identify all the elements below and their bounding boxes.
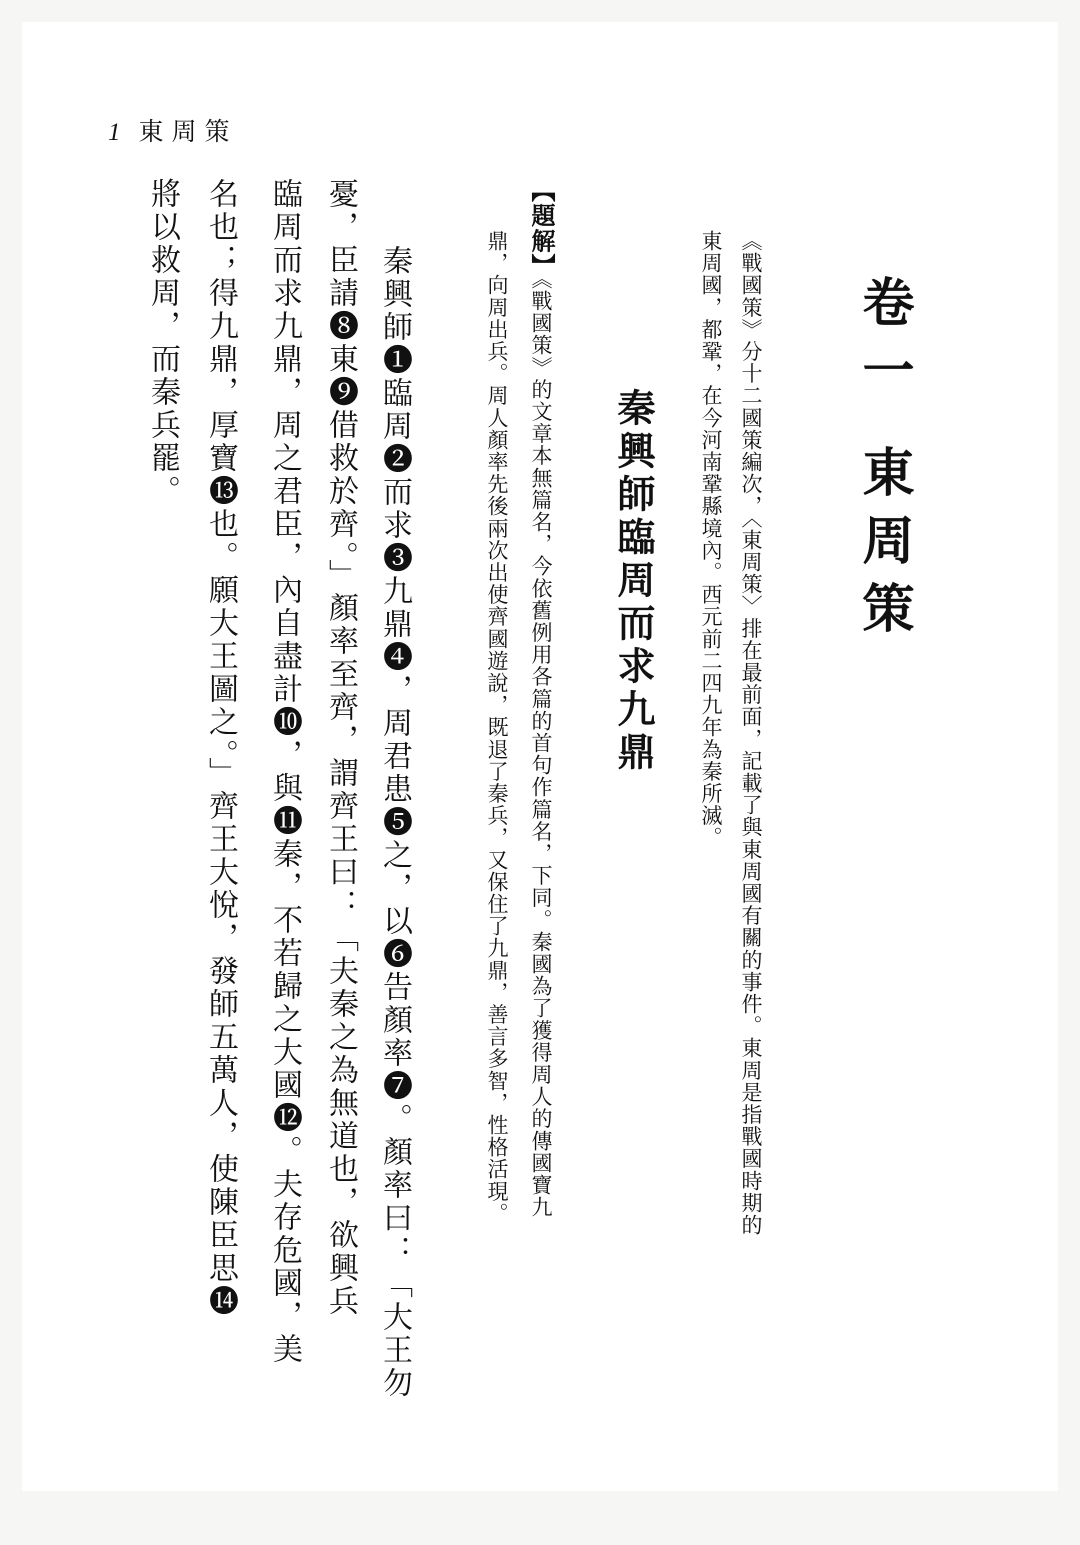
topic-text-1: 《戰國策》的文章本無篇名，今依舊例用各篇的首句作篇名，下同。秦國為了獲得周人的傳國寶九 [529,278,553,1219]
text-line-2: 憂，臣請❽東❾借救於齊。」顏率至齊，謂齊王曰：「夫秦之為無道也，欲興兵 [323,178,358,1318]
intro-line-2: 東周國，都鞏，在今河南鞏縣境內。西元前二四九年為秦所滅。 [699,230,723,849]
page-number: 1 [108,119,121,146]
topic-line-1 [524,178,559,1428]
volume-name: 東周策 [853,445,914,649]
text-line-1: 秦興師❶臨周❷而求❸九鼎❹，周君患❺之，以❻告顏率❼。顏率曰：「大王勿 [377,245,412,1400]
volume-title [846,275,921,649]
intro-line-1: 《戰國策》分十二國策編次，〈東周策〉排在最前面，記載了與東周國有關的事件。東周是指戰國時期的 [739,230,763,1237]
topic-tag: 【題解】 [527,178,556,279]
section-title: 秦興師臨周而求九鼎 [611,388,656,775]
running-title: 東周策 [138,117,238,146]
running-header [108,112,238,148]
topic-line-2: 鼎，向周出兵。周人顏率先後兩次出使齊國遊說，既退了秦兵，又保住了九鼎，善言多智，性格活現。 [485,230,509,1225]
text-line-3: 臨周而求九鼎，周之君臣，內自盡計❿，與⓫秦，不若歸之大國⓬。夫存危國，美 [267,178,302,1366]
volume-number: 卷一 [853,275,914,411]
text-line-4: 名也；得九鼎，厚寶⓭也。願大王圖之。」齊王大悅，發師五萬人，使陳臣思⓮ [203,178,238,1318]
text-line-5: 將以救周，而秦兵罷。 [145,178,180,508]
